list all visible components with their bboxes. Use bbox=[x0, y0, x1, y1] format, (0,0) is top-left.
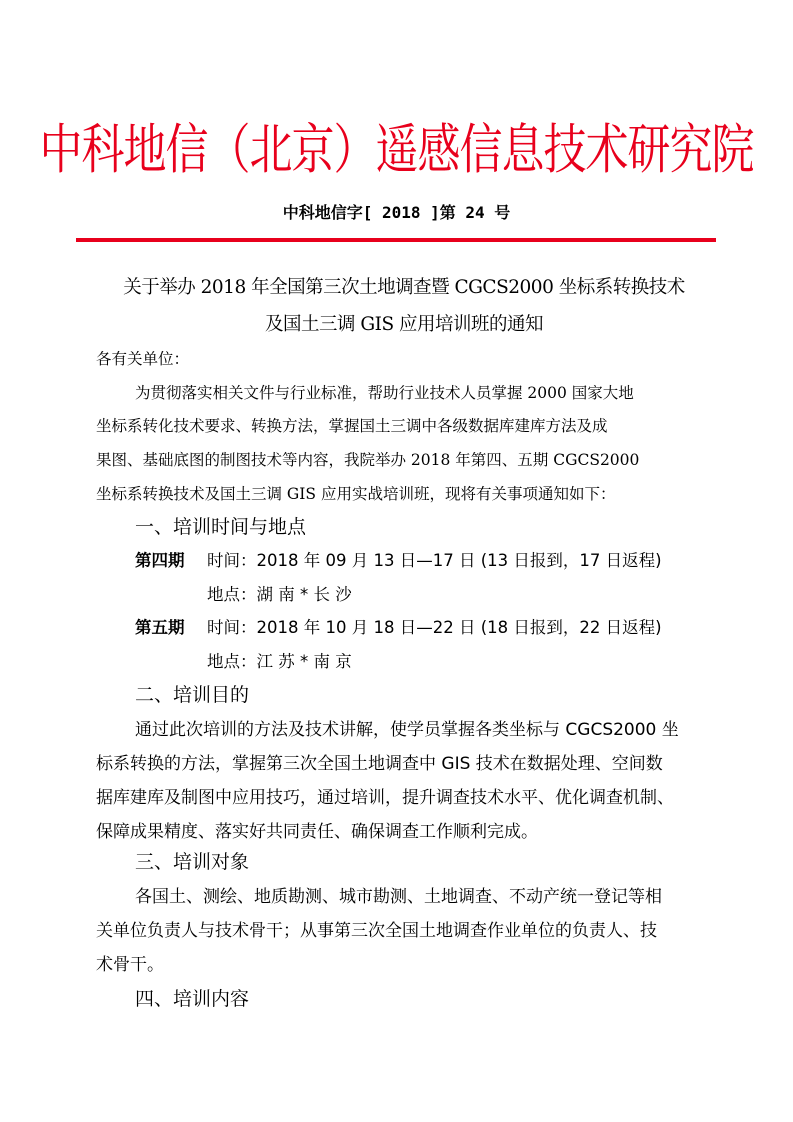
salutation: 各有关单位： bbox=[96, 350, 190, 368]
notice-title-line-2: 及国土三调 GIS 应用培训班的通知 bbox=[264, 314, 544, 335]
section-3-heading: 三、培训对象 bbox=[135, 851, 250, 873]
section-3-line: 关单位负责人与技术骨干；从事第三次全国土地调查作业单位的负责人、技 bbox=[96, 921, 657, 941]
section-3-line: 术骨干。 bbox=[96, 955, 164, 975]
section-2-line: 保障成果精度、落实好共同责任、确保调查工作顺利完成。 bbox=[96, 822, 538, 842]
red-divider bbox=[76, 238, 716, 242]
section-2-line: 通过此次培训的方法及技术讲解，使学员掌握各类坐标与 CGCS2000 坐 bbox=[135, 720, 679, 740]
session-4-time: 时间：2018 年 09 月 13 日—17 日 (13 日报到，17 日返程) bbox=[207, 551, 662, 570]
intro-line: 坐标系转化技术要求、转换方法，掌握国土三调中各级数据库建库方法及成 bbox=[96, 417, 608, 435]
intro-line: 为贯彻落实相关文件与行业标准，帮助行业技术人员掌握 2000 国家大地 bbox=[135, 384, 634, 402]
section-1-heading: 一、培训时间与地点 bbox=[135, 516, 307, 538]
session-5-label: 第五期 bbox=[135, 618, 185, 637]
intro-line: 坐标系转换技术及国土三调 GIS 应用实战培训班，现将有关事项通知如下： bbox=[96, 485, 616, 503]
section-2-line: 标系转换的方法，掌握第三次全国土地调查中 GIS 技术在数据处理、空间数 bbox=[96, 754, 663, 774]
section-3-line: 各国土、测绘、地质勘测、城市勘测、土地调查、不动产统一登记等相 bbox=[135, 887, 662, 907]
section-4-heading: 四、培训内容 bbox=[135, 988, 250, 1010]
intro-line: 果图、基础底图的制图技术等内容，我院举办 2018 年第四、五期 CGCS2000 bbox=[96, 451, 640, 469]
org-title: 中科地信（北京）遥感信息技术研究院 bbox=[39, 119, 754, 182]
session-4-label: 第四期 bbox=[135, 551, 185, 570]
section-2-line: 据库建库及制图中应用技巧，通过培训，提升调查技术水平、优化调查机制、 bbox=[96, 788, 674, 808]
section-2-heading: 二、培训目的 bbox=[135, 684, 250, 706]
session-5-place: 地点：江 苏 * 南 京 bbox=[207, 652, 352, 671]
notice-title-line-1: 关于举办 2018 年全国第三次土地调查暨 CGCS2000 坐标系转换技术 bbox=[123, 277, 685, 298]
session-5-time: 时间：2018 年 10 月 18 日—22 日 (18 日报到，22 日返程) bbox=[207, 618, 662, 637]
document-number: 中科地信字[ 2018 ]第 24 号 bbox=[282, 203, 511, 222]
session-4-place: 地点：湖 南 * 长 沙 bbox=[207, 585, 352, 604]
